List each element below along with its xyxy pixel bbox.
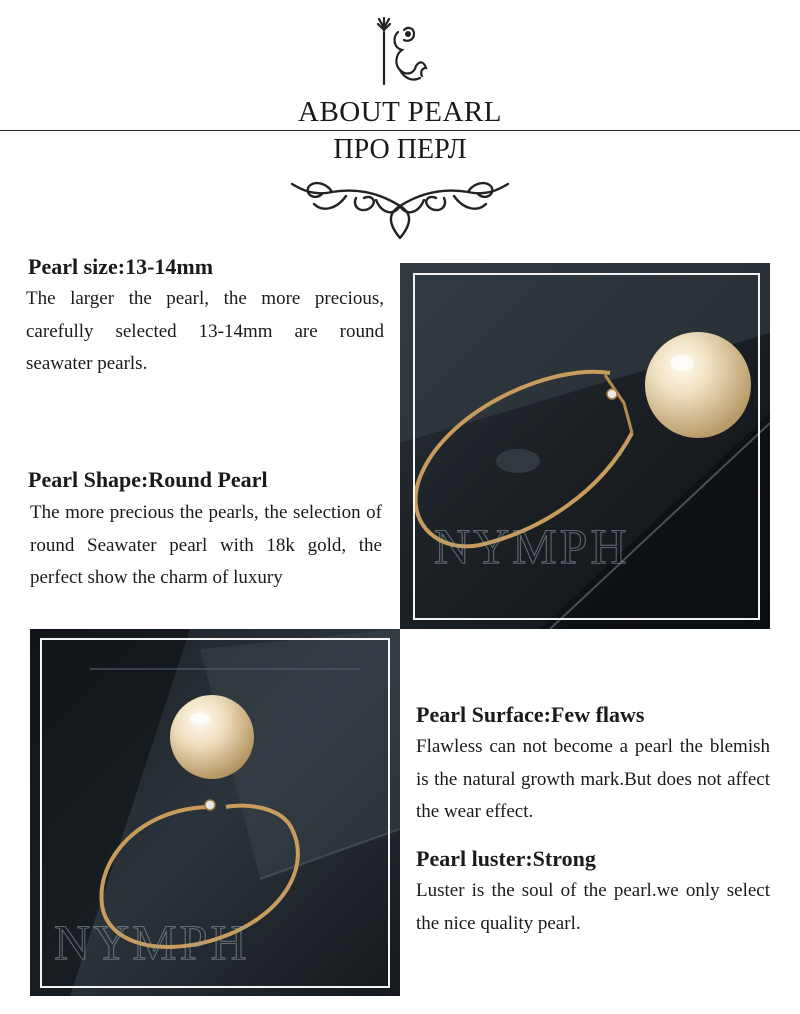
ring-photo-bottom: [30, 629, 400, 996]
watermark-nymph-bottom: NYMPH: [54, 914, 250, 970]
section-text-luster: Luster is the soul of the pearl.we only select the nice quality pearl.: [416, 880, 770, 934]
flourish-ornament-icon: [286, 170, 514, 240]
section-heading-surface: Pearl Surface:Few flaws: [416, 702, 645, 727]
section-heading-shape: Pearl Shape:Round Pearl: [28, 467, 268, 492]
photo-frame-top: [413, 273, 760, 620]
page-title: ABOUT PEARL: [298, 96, 502, 128]
mermaid-logo-icon: [370, 14, 432, 86]
section-heading-size: Pearl size:13-14mm: [28, 254, 214, 279]
photo-frame-bottom: [40, 638, 390, 988]
section-text-size: The larger the pearl, the more precious, carefully selected 13-14mm are round seawater pearls.: [26, 288, 384, 374]
section-text-shape: The more precious the pearls, the selection of round Seawater pearl with 18k gold, the perfect show the charm of luxury: [30, 502, 382, 588]
page-subtitle: ПРО ПЕРЛ: [333, 134, 467, 165]
section-text-surface: Flawless can not become a pearl the blemish is the natural growth mark.But does not affect the wear effect.: [416, 736, 770, 822]
ring-photo-top: [400, 263, 770, 629]
divider: [0, 130, 800, 131]
section-heading-luster: Pearl luster:Strong: [416, 846, 596, 871]
watermark-nymph-top: NYMPH: [434, 518, 630, 574]
